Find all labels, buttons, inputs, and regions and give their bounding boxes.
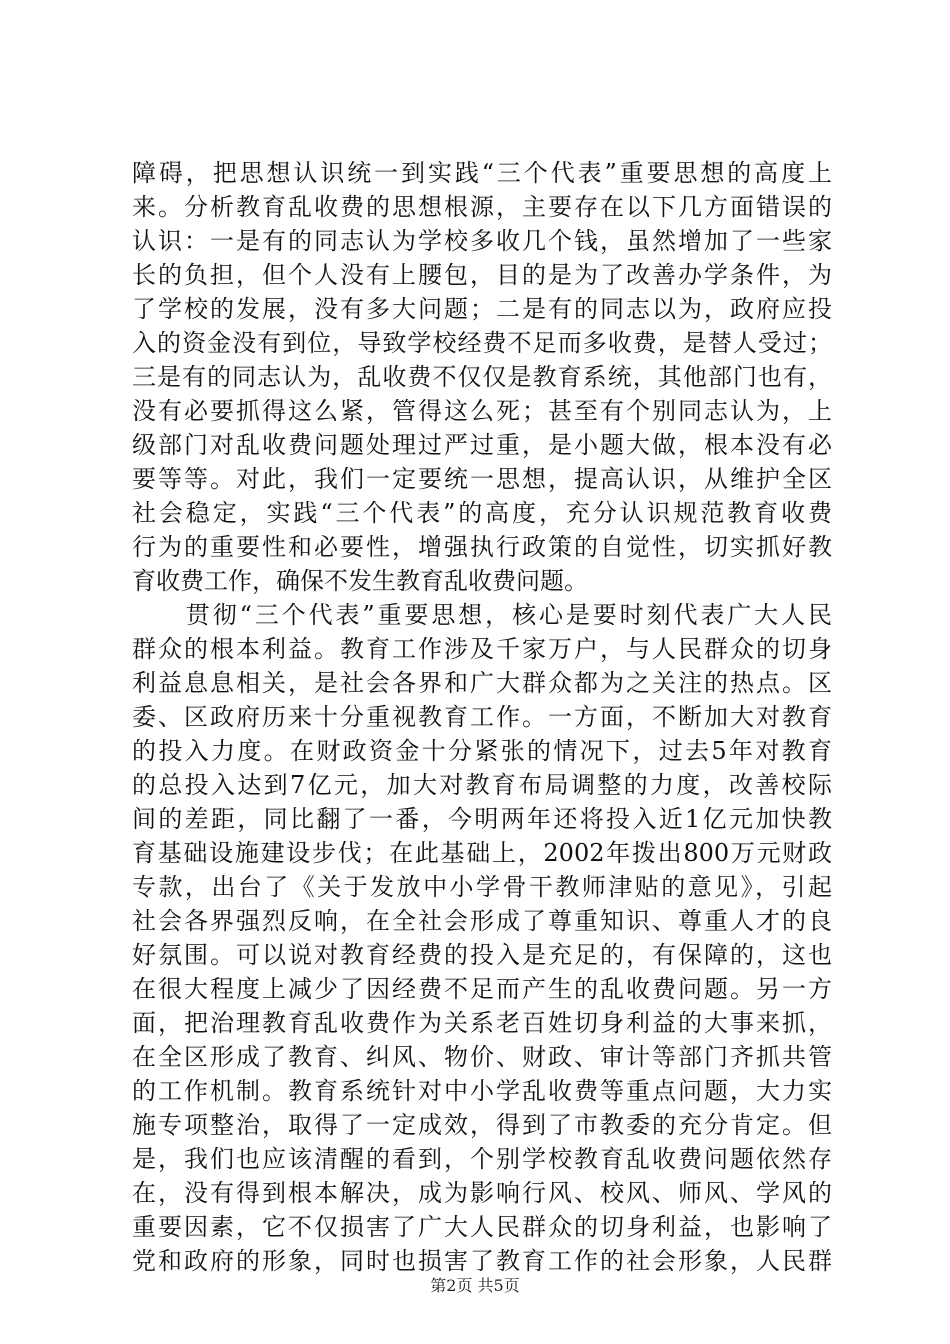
text-line: 社会各界强烈反响，在全社会形成了尊重知识、尊重人才的良: [132, 907, 832, 935]
text-line: 要等等。对此，我们一定要统一思想，提高认识，从维护全区: [132, 465, 832, 493]
text-line: 在，没有得到根本解决，成为影响行风、校风、师风、学风的: [132, 1179, 832, 1207]
text-line: 的总投入达到7亿元，加大对教育布局调整的力度，改善校际: [132, 771, 832, 799]
text-line: 群众的根本利益。教育工作涉及千家万户，与人民群众的切身: [132, 635, 832, 663]
text-line: 利益息息相关，是社会各界和广大群众都为之关注的热点。区: [132, 669, 832, 697]
text-line: 是，我们也应该清醒的看到，个别学校教育乱收费问题依然存: [132, 1145, 832, 1173]
text-line: 的投入力度。在财政资金十分紧张的情况下，过去5年对教育: [132, 737, 832, 765]
text-line: 来。分析教育乱收费的思想根源，主要存在以下几方面错误的: [132, 193, 832, 221]
text-line: 的工作机制。教育系统针对中小学乱收费等重点问题，大力实: [132, 1077, 832, 1105]
text-line: 障碍，把思想认识统一到实践“三个代表”重要思想的高度上: [132, 159, 832, 187]
text-line: 好氛围。可以说对教育经费的投入是充足的，有保障的，这也: [132, 941, 832, 969]
text-line: 施专项整治，取得了一定成效，得到了市教委的充分肯定。但: [132, 1111, 832, 1139]
text-line: 认识：一是有的同志认为学校多收几个钱，虽然增加了一些家: [132, 227, 832, 255]
text-line: 长的负担，但个人没有上腰包，目的是为了改善办学条件，为: [132, 261, 832, 289]
text-line: 社会稳定，实践“三个代表”的高度，充分认识规范教育收费: [132, 499, 832, 527]
text-line: 了学校的发展，没有多大问题；二是有的同志以为，政府应投: [132, 295, 832, 323]
text-line: 行为的重要性和必要性，增强执行政策的自觉性，切实抓好教: [132, 533, 832, 561]
text-line: 面，把治理教育乱收费作为关系老百姓切身利益的大事来抓，: [132, 1009, 832, 1037]
text-line: 级部门对乱收费问题处理过严过重，是小题大做，根本没有必: [132, 431, 832, 459]
text-line: 入的资金没有到位，导致学校经费不足而多收费，是替人受过；: [132, 329, 832, 357]
text-line: 委、区政府历来十分重视教育工作。一方面，不断加大对教育: [132, 703, 832, 731]
text-line: 没有必要抓得这么紧，管得这么死；甚至有个别同志认为，上: [132, 397, 832, 425]
text-line: 在很大程度上减少了因经费不足而产生的乱收费问题。另一方: [132, 975, 832, 1003]
text-line: 贯彻“三个代表”重要思想，核心是要时刻代表广大人民: [132, 601, 832, 629]
body-text: [132, 156, 832, 1278]
page-number: 第2页 共5页: [430, 1276, 520, 1295]
text-line: 三是有的同志认为，乱收费不仅仅是教育系统，其他部门也有，: [132, 363, 832, 391]
text-line: 在全区形成了教育、纠风、物价、财政、审计等部门齐抓共管: [132, 1043, 832, 1071]
text-line: 间的差距，同比翻了一番，今明两年还将投入近1亿元加快教: [132, 805, 832, 833]
text-line: 育基础设施建设步伐；在此基础上，2002年拨出800万元财政: [132, 839, 832, 867]
text-line: 专款，出台了《关于发放中小学骨干教师津贴的意见》，引起: [132, 873, 832, 901]
text-line: 育收费工作，确保不发生教育乱收费问题。: [132, 567, 588, 595]
text-line: 重要因素，它不仅损害了广大人民群众的切身利益，也影响了: [132, 1213, 832, 1241]
text-line: 党和政府的形象，同时也损害了教育工作的社会形象，人民群: [132, 1247, 832, 1275]
